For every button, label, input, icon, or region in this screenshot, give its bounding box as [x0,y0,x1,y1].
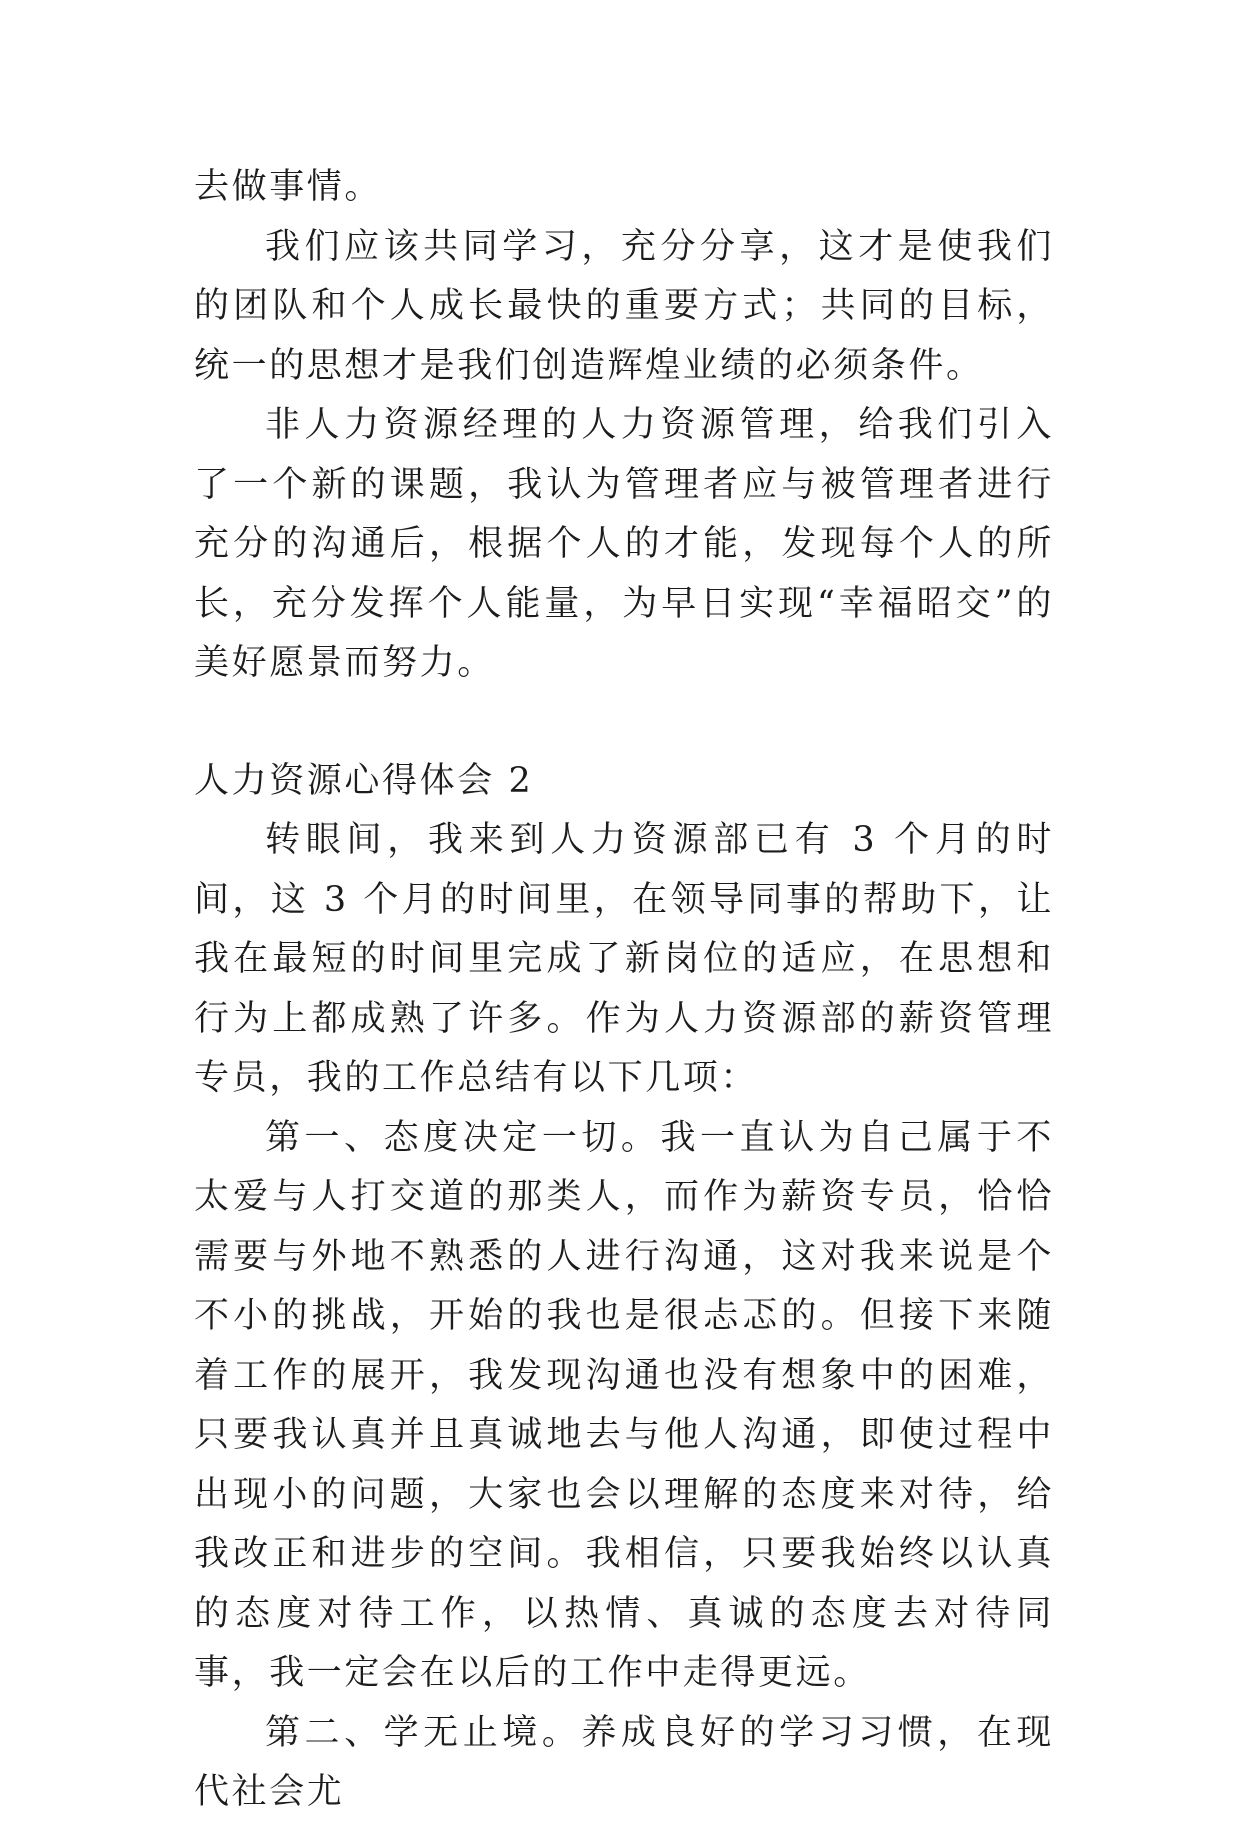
paragraph-learning: 我们应该共同学习，充分分享，这才是使我们的团队和个人成长最快的重要方式；共同的目标，统一的思想才是我们创造辉煌业绩的必须条件。 [194,226,1054,386]
paragraph-management: 非人力资源经理的人力资源管理，给我们引入了一个新的课题，我认为管理者应与被管理者进行充分的沟通后，根据个人的才能，发现每个人的所长，充分发挥个人能量，为早日实现“幸福昭交”的美好愿景而努力。 [194,405,1054,683]
section-heading: 人力资源心得体会 2 [194,760,534,801]
paragraph-continuation: 去做事情。 [194,167,383,207]
paragraph-learning-habit: 第二、学无止境。养成良好的学习习惯，在现代社会尤 [194,1712,1054,1812]
paragraph-attitude: 第一、态度决定一切。我一直认为自己属于不太爱与人打交道的那类人，而作为薪资专员，恰恰需要与外地不熟悉的人进行沟通，这对我来说是个不小的挑战，开始的我也是很忐忑的。但接下来随着工作的展开，我发现沟通也没有想象中的困难，只要我认真并且真诚地去与他人沟通，即使过程中出现小的问题，大家也会以理解的态度来对待，给我改正和进步的空间。我相信，只要我始终以认真的态度对待工作，以热情、真诚的态度去对待同事，我一定会在以后的工作中走得更远。 [194,1117,1054,1693]
document-body [194,158,1054,1823]
paragraph-intro: 转眼间，我来到人力资源部已有 3 个月的时间，这 3 个月的时间里，在领导同事的帮助下，让我在最短的时间里完成了新岗位的适应，在思想和行为上都成熟了许多。作为人力资源部的薪资管理专员，我的工作总结有以下几项： [194,820,1054,1098]
